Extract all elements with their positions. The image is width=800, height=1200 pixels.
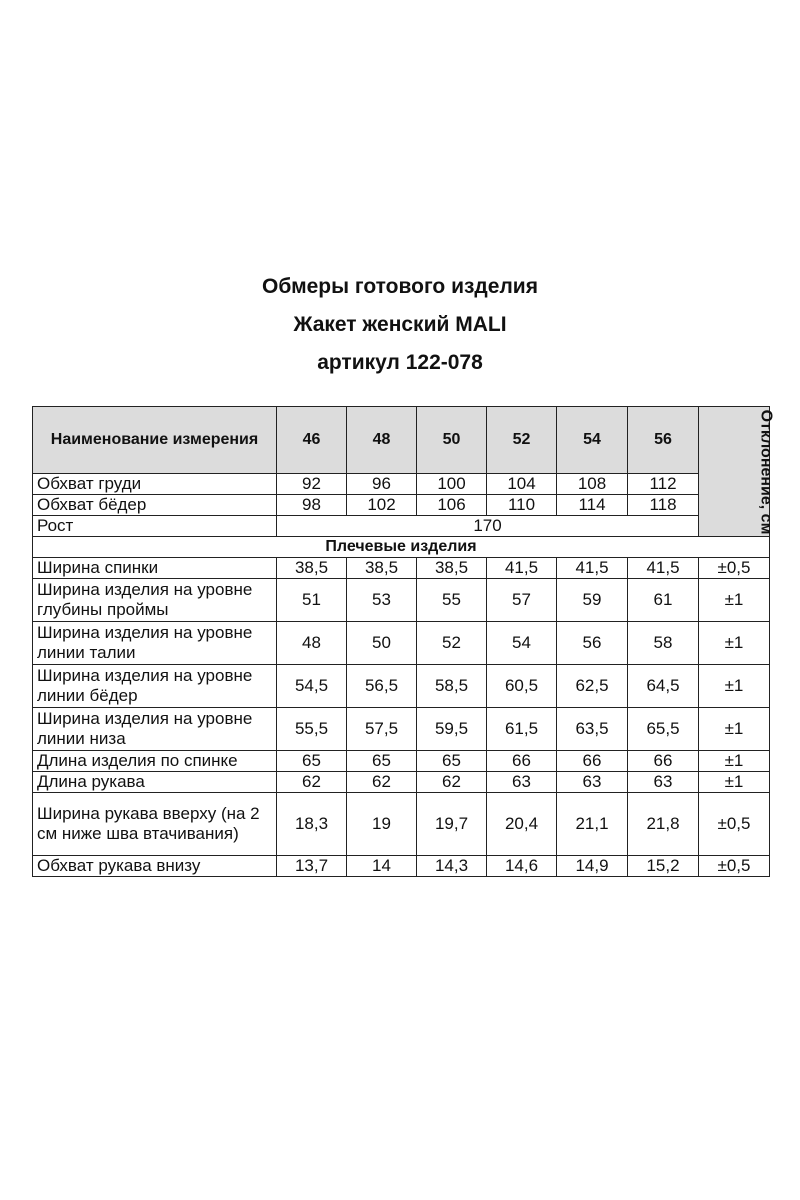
cell-value: 21,8: [628, 793, 699, 856]
cell-value: 66: [557, 751, 628, 772]
cell-value: 56,5: [347, 665, 417, 708]
cell-value: 63,5: [557, 708, 628, 751]
cell-value: 92: [277, 474, 347, 495]
title-line-2: Жакет женский MALI: [293, 313, 507, 336]
table-row: [33, 665, 770, 708]
cell-value: 18,3: [277, 793, 347, 856]
cell-value: 55: [417, 579, 487, 622]
cell-value: 114: [557, 495, 628, 516]
size-header: 48: [347, 407, 417, 474]
cell-value: 106: [417, 495, 487, 516]
size-header: 50: [417, 407, 487, 474]
table-row: [33, 793, 770, 856]
name-column-header: Наименование измерения: [33, 407, 277, 474]
table-row: [33, 474, 770, 495]
cell-value: 100: [417, 474, 487, 495]
cell-value: 57: [487, 579, 557, 622]
cell-value: 38,5: [347, 558, 417, 579]
size-header: 46: [277, 407, 347, 474]
table-row: [33, 856, 770, 877]
cell-value: 63: [628, 772, 699, 793]
cell-value: 59,5: [417, 708, 487, 751]
cell-value: 19: [347, 793, 417, 856]
cell-value: 58,5: [417, 665, 487, 708]
size-header: 56: [628, 407, 699, 474]
deviation-value: ±0,5: [699, 856, 770, 877]
deviation-header-text: Отклонение, см: [757, 409, 775, 534]
cell-value: 58: [628, 622, 699, 665]
table-row: [33, 579, 770, 622]
cell-value: 60,5: [487, 665, 557, 708]
header-row: [33, 407, 770, 474]
cell-value: 62,5: [557, 665, 628, 708]
row-label: Обхват груди: [33, 474, 277, 495]
measurements-table: [32, 406, 775, 877]
cell-value: 55,5: [277, 708, 347, 751]
row-label: Ширина изделия на уровне глубины проймы: [33, 579, 277, 622]
row-label: Обхват бёдер: [33, 495, 277, 516]
table-row: [33, 751, 770, 772]
cell-value: 51: [277, 579, 347, 622]
cell-value: 48: [277, 622, 347, 665]
cell-value: 65: [347, 751, 417, 772]
cell-value: 61,5: [487, 708, 557, 751]
cell-value: 104: [487, 474, 557, 495]
document-titles: [0, 268, 800, 382]
deviation-value: ±1: [699, 622, 770, 665]
cell-value: 14: [347, 856, 417, 877]
cell-value: 66: [487, 751, 557, 772]
deviation-column-header: [699, 407, 775, 537]
row-label: Ширина изделия на уровне линии бёдер: [33, 665, 277, 708]
table-row: [33, 516, 770, 537]
row-label: Обхват рукава внизу: [33, 856, 277, 877]
row-label: Ширина спинки: [33, 558, 277, 579]
cell-value: 102: [347, 495, 417, 516]
cell-value: 98: [277, 495, 347, 516]
cell-value: 41,5: [628, 558, 699, 579]
cell-value: 56: [557, 622, 628, 665]
cell-value: 96: [347, 474, 417, 495]
size-header: 52: [487, 407, 557, 474]
cell-value: 14,3: [417, 856, 487, 877]
cell-value: 54,5: [277, 665, 347, 708]
cell-value: 13,7: [277, 856, 347, 877]
cell-value: 112: [628, 474, 699, 495]
cell-value: 63: [557, 772, 628, 793]
cell-value: 57,5: [347, 708, 417, 751]
cell-value: 14,6: [487, 856, 557, 877]
cell-value: 59: [557, 579, 628, 622]
title-line-3: артикул 122-078: [317, 351, 483, 374]
cell-value: 108: [557, 474, 628, 495]
cell-value: 50: [347, 622, 417, 665]
cell-value: 15,2: [628, 856, 699, 877]
section-title: Плечевые изделия: [33, 537, 770, 558]
cell-value: 41,5: [487, 558, 557, 579]
deviation-value: ±1: [699, 665, 770, 708]
deviation-value: ±1: [699, 772, 770, 793]
deviation-value: ±1: [699, 751, 770, 772]
row-label: Длина рукава: [33, 772, 277, 793]
row-label: Ширина изделия на уровне линии талии: [33, 622, 277, 665]
deviation-value: ±0,5: [699, 793, 770, 856]
cell-value: 62: [277, 772, 347, 793]
row-label: Длина изделия по спинке: [33, 751, 277, 772]
cell-value: 20,4: [487, 793, 557, 856]
cell-value: 21,1: [557, 793, 628, 856]
cell-value: 54: [487, 622, 557, 665]
table-row: [33, 708, 770, 751]
cell-value: 38,5: [417, 558, 487, 579]
table-row: [33, 495, 770, 516]
table-row: [33, 558, 770, 579]
cell-value: 65,5: [628, 708, 699, 751]
cell-value: 61: [628, 579, 699, 622]
cell-value: 118: [628, 495, 699, 516]
deviation-value: ±1: [699, 708, 770, 751]
height-value: 170: [277, 516, 699, 537]
cell-value: 19,7: [417, 793, 487, 856]
size-header: 54: [557, 407, 628, 474]
table-row: [33, 622, 770, 665]
row-label: Ширина рукава вверху (на 2 см ниже шва втачивания): [33, 793, 277, 856]
cell-value: 62: [417, 772, 487, 793]
cell-value: 62: [347, 772, 417, 793]
cell-value: 65: [277, 751, 347, 772]
cell-value: 38,5: [277, 558, 347, 579]
row-label: Ширина изделия на уровне линии низа: [33, 708, 277, 751]
deviation-value: ±1: [699, 579, 770, 622]
cell-value: 41,5: [557, 558, 628, 579]
table-row: [33, 772, 770, 793]
row-label: Рост: [33, 516, 277, 537]
cell-value: 65: [417, 751, 487, 772]
cell-value: 53: [347, 579, 417, 622]
cell-value: 64,5: [628, 665, 699, 708]
deviation-value: ±0,5: [699, 558, 770, 579]
cell-value: 66: [628, 751, 699, 772]
section-row: [33, 537, 770, 558]
cell-value: 14,9: [557, 856, 628, 877]
cell-value: 110: [487, 495, 557, 516]
cell-value: 63: [487, 772, 557, 793]
cell-value: 52: [417, 622, 487, 665]
title-line-1: Обмеры готового изделия: [262, 275, 538, 298]
